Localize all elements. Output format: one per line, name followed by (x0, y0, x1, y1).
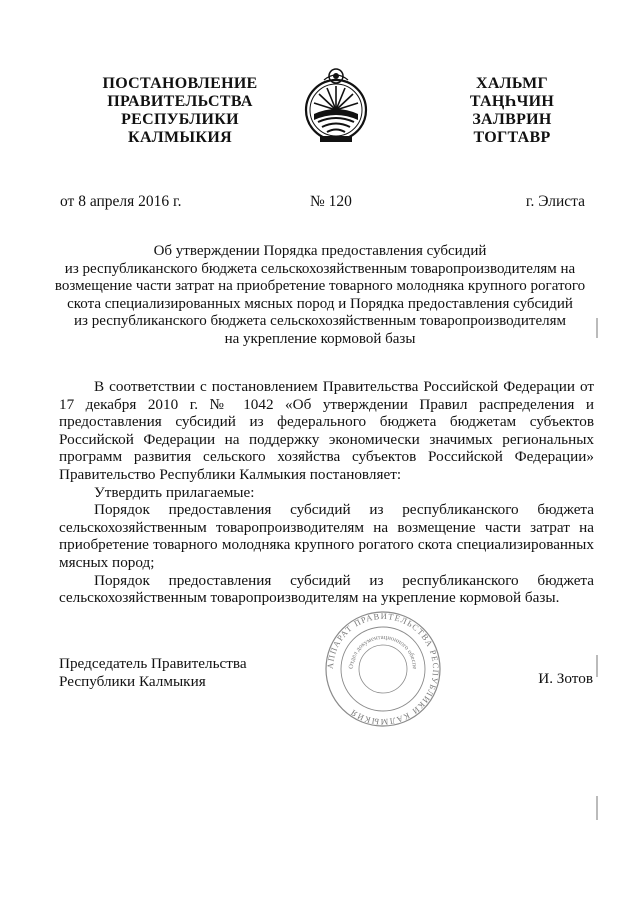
approve-paragraph: Утвердить прилагаемые: (94, 483, 255, 501)
title-line: Об утверждении Порядка предоставления субсидий (153, 243, 487, 259)
issuer-heading-line: ТАҢҺЧИН (469, 93, 555, 110)
issuer-heading-line: ХАЛЬМГ (475, 75, 549, 92)
title-line: из республиканского бюджета сельскохозяйственным товаропроизводителям на (64, 260, 576, 277)
issuer-heading-line: КАЛМЫКИЯ (128, 129, 232, 146)
title-line: из республиканского бюджета сельскохозяйственным товаропроизводителям (74, 313, 566, 330)
signatory-title-line: Республики Калмыкия (59, 673, 206, 690)
title-line: возмещение части затрат на приобретение товарного молодняка крупного рогатого (54, 278, 586, 295)
preamble-paragraph: В соответствии с постановлением Правительства Российской Федерации от 17 декабря 2010 г. № 1042 «Об утверждении Правил распределения и предоставления субсидий из федерального бюджета бюджетам субъектов Российской Федерации на поддержку экономически значимых региональных программ развития сельского хозяйства субъектов Российской Федерации» Правительство Республики Калмыкия постановляет: (59, 378, 594, 483)
issuer-heading-line: ТОГТАВР (473, 129, 551, 146)
stamp-inner-text: Отдел документационного обеспе (347, 633, 419, 670)
issuer-heading-kalmyk (442, 75, 582, 147)
signatory-title (59, 655, 247, 691)
document-number: № 120 (310, 193, 352, 210)
title-line: скота специализированных мясных пород и Порядка предоставления субсидий (67, 295, 573, 312)
signatory-name: И. Зотов (538, 670, 593, 687)
approved-item: Порядок предоставления субсидий из республиканского бюджета сельскохозяйственным товаропроизводителям на возмещение части затрат на приобретение товарного молодняка крупного рогатого скота специализированных мясных пород; (59, 501, 594, 571)
issuer-heading-line: ПОСТАНОВЛЕНИЕ (102, 75, 258, 92)
signatory-title-line: Председатель Правительства (59, 655, 247, 672)
document-place: г. Элиста (525, 193, 585, 210)
coat-of-arms-icon (300, 64, 372, 146)
scan-artifact (596, 796, 598, 820)
scan-artifact (596, 655, 598, 677)
issuer-heading-line: ПРАВИТЕЛЬСТВА (107, 93, 253, 110)
stamp-outer-text: АППАРАТ ПРАВИТЕЛЬСТВА РЕСПУБЛИКИ КАЛМЫКИЯ (325, 611, 441, 727)
scan-artifact (596, 318, 598, 338)
issuer-heading-line: ЗАЛВРИН (472, 111, 552, 128)
document-title (40, 243, 600, 349)
issuer-heading-russian (90, 75, 270, 147)
document-date: от 8 апреля 2016 г. (60, 193, 182, 210)
document-body (59, 378, 594, 607)
title-line: на укрепление кормовой базы (224, 330, 416, 347)
issuer-heading-line: РЕСПУБЛИКИ (121, 111, 239, 128)
official-stamp (318, 610, 448, 728)
approved-item: Порядок предоставления субсидий из республиканского бюджета сельскохозяйственным товаропроизводителям на укрепление кормовой базы. (59, 571, 594, 607)
document-meta (60, 193, 585, 213)
